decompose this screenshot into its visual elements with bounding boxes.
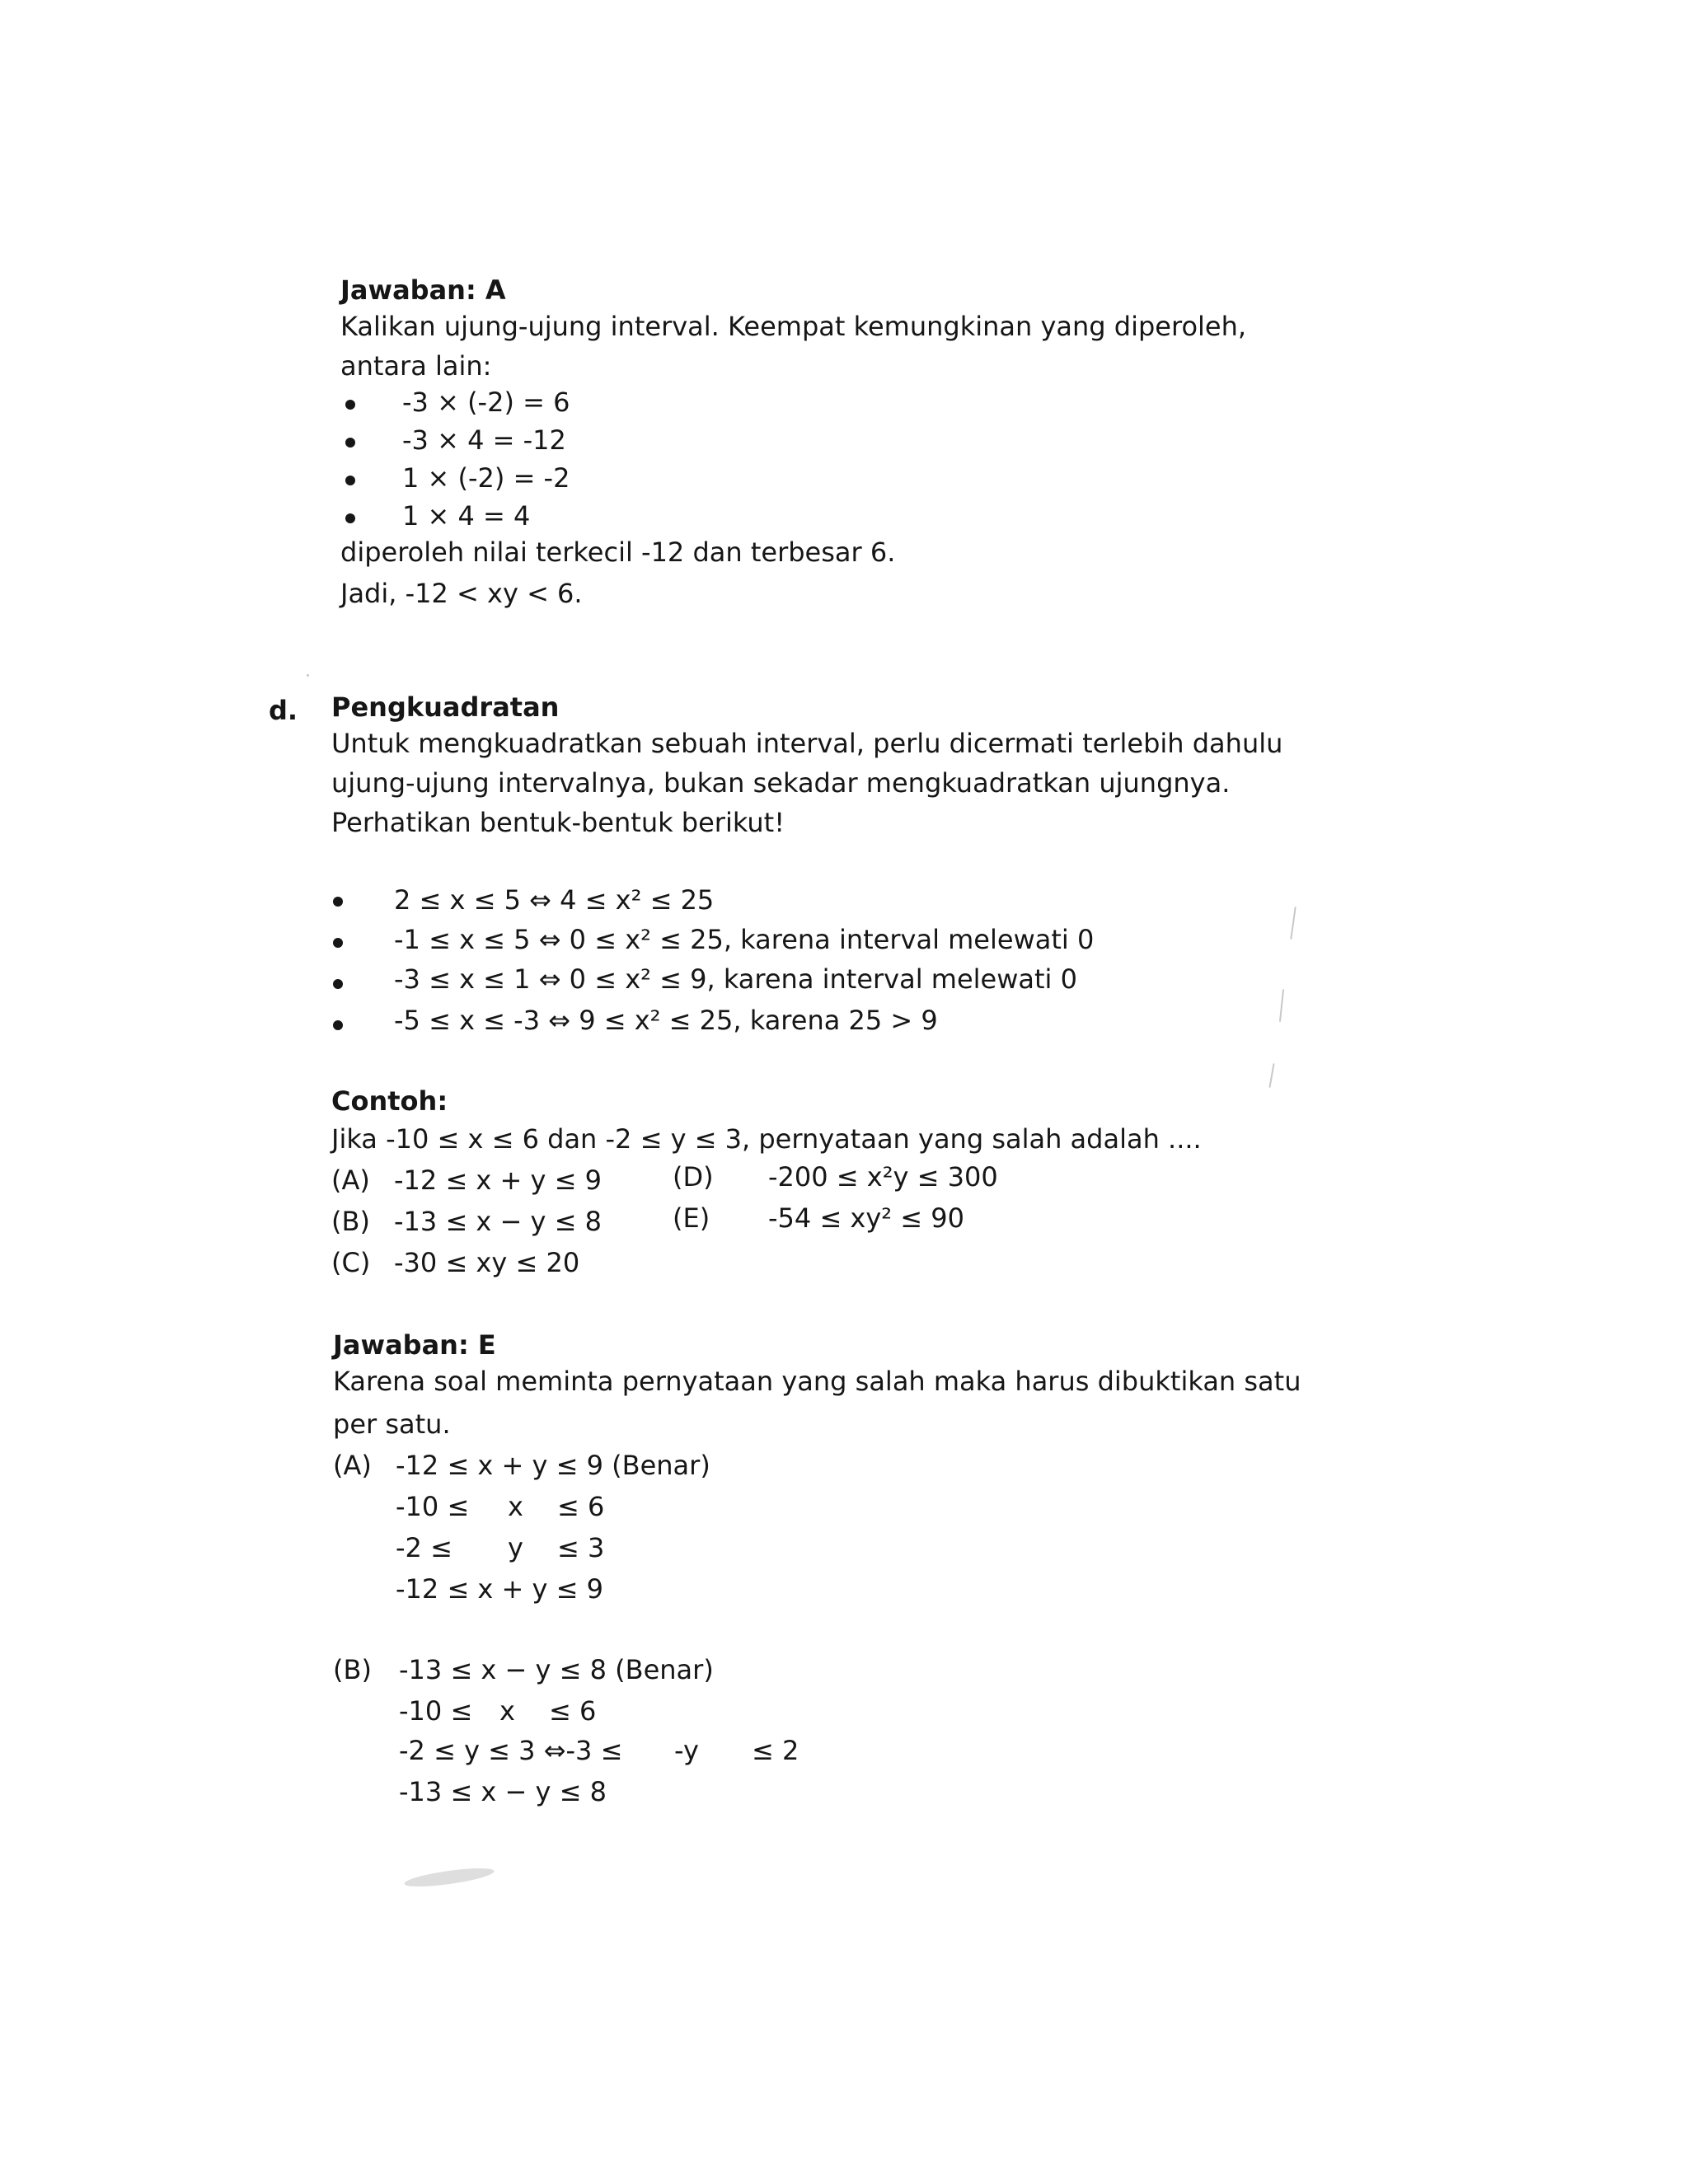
bullet-icon bbox=[333, 1020, 343, 1030]
section-para-line1: Untuk mengkuadratkan sebuah interval, perlu dicermati terlebih dahulu bbox=[331, 728, 1283, 759]
section-para-line3: Perhatikan bentuk-bentuk berikut! bbox=[331, 807, 785, 838]
scan-speck bbox=[1279, 989, 1284, 1022]
option-text-b: -13 ≤ x − y ≤ 8 bbox=[394, 1206, 602, 1237]
list-item: -1 ≤ x ≤ 5 ⇔ 0 ≤ x² ≤ 25, karena interval melewati 0 bbox=[394, 924, 1095, 955]
proof-label-b: (B) bbox=[333, 1654, 372, 1685]
proof-a-line2-left: -2 ≤ bbox=[396, 1532, 452, 1563]
example-heading: Contoh: bbox=[331, 1085, 448, 1117]
bullet-icon bbox=[345, 476, 355, 485]
bullet-icon bbox=[333, 897, 343, 907]
option-label-a: (A) bbox=[331, 1165, 370, 1196]
option-label-d: (D) bbox=[673, 1161, 714, 1193]
proof-statement-a: -12 ≤ x + y ≤ 9 (Benar) bbox=[396, 1450, 710, 1481]
list-item: -3 × 4 = -12 bbox=[402, 424, 566, 456]
proof-a-line2-right: ≤ 3 bbox=[557, 1532, 605, 1563]
answer-e-intro-line2: per satu. bbox=[333, 1408, 451, 1440]
answer-a-intro-line2: antara lain: bbox=[340, 350, 492, 382]
answer-heading-a: Jawaban: A bbox=[340, 274, 506, 306]
list-item: -3 ≤ x ≤ 1 ⇔ 0 ≤ x² ≤ 9, karena interval melewati 0 bbox=[394, 963, 1077, 995]
list-item: 1 × (-2) = -2 bbox=[402, 462, 570, 494]
proof-label-a: (A) bbox=[333, 1450, 372, 1481]
proof-a-line1-left: -10 ≤ bbox=[396, 1491, 470, 1522]
bullet-icon bbox=[345, 513, 355, 523]
proof-a-line3: -12 ≤ x + y ≤ 9 bbox=[396, 1573, 603, 1605]
answer-a-result-line2: Jadi, -12 < xy < 6. bbox=[340, 578, 583, 609]
proof-b-line3: -13 ≤ x − y ≤ 8 bbox=[399, 1776, 607, 1807]
answer-a-result-line1: diperoleh nilai terkecil -12 dan terbesar 6. bbox=[340, 537, 896, 568]
scan-speck bbox=[1268, 1063, 1274, 1088]
list-item: -5 ≤ x ≤ -3 ⇔ 9 ≤ x² ≤ 25, karena 25 > 9 bbox=[394, 1005, 938, 1036]
list-item: -3 × (-2) = 6 bbox=[402, 387, 570, 418]
proof-b-line2-right: ≤ 2 bbox=[752, 1735, 799, 1766]
option-text-c: -30 ≤ xy ≤ 20 bbox=[394, 1247, 580, 1278]
proof-a-line2-mid: y bbox=[508, 1532, 523, 1563]
section-para-line2: ujung-ujung intervalnya, bukan sekadar mengkuadratkan ujungnya. bbox=[331, 767, 1231, 799]
section-letter: d. bbox=[269, 695, 298, 726]
bullet-icon bbox=[345, 438, 355, 448]
list-item: 1 × 4 = 4 bbox=[402, 500, 531, 532]
proof-b-line2-left: -2 ≤ y ≤ 3 ⇔-3 ≤ bbox=[399, 1735, 623, 1766]
proof-b-line1-left: -10 ≤ bbox=[399, 1695, 473, 1727]
bullet-icon bbox=[333, 979, 343, 989]
bullet-icon bbox=[333, 938, 343, 948]
proof-statement-b: -13 ≤ x − y ≤ 8 (Benar) bbox=[399, 1654, 714, 1685]
scan-speck bbox=[403, 1864, 495, 1890]
proof-b-line1-mid: x bbox=[499, 1695, 515, 1727]
proof-b-line2-mid: -y bbox=[674, 1735, 699, 1766]
section-title: Pengkuadratan bbox=[331, 691, 560, 723]
scan-speck bbox=[307, 674, 309, 677]
option-label-c: (C) bbox=[331, 1247, 371, 1278]
scan-speck bbox=[1290, 907, 1296, 940]
proof-b-line1-right: ≤ 6 bbox=[549, 1695, 597, 1727]
option-text-a: -12 ≤ x + y ≤ 9 bbox=[394, 1165, 602, 1196]
list-item: 2 ≤ x ≤ 5 ⇔ 4 ≤ x² ≤ 25 bbox=[394, 884, 715, 916]
example-question: Jika -10 ≤ x ≤ 6 dan -2 ≤ y ≤ 3, pernyataan yang salah adalah .... bbox=[331, 1123, 1202, 1155]
proof-a-line1-right: ≤ 6 bbox=[557, 1491, 605, 1522]
option-label-b: (B) bbox=[331, 1206, 370, 1237]
option-label-e: (E) bbox=[673, 1202, 710, 1234]
option-text-e: -54 ≤ xy² ≤ 90 bbox=[768, 1202, 964, 1234]
option-text-d: -200 ≤ x²y ≤ 300 bbox=[768, 1161, 998, 1193]
answer-heading-e: Jawaban: E bbox=[333, 1329, 496, 1361]
bullet-icon bbox=[345, 400, 355, 410]
answer-a-intro-line1: Kalikan ujung-ujung interval. Keempat kemungkinan yang diperoleh, bbox=[340, 311, 1247, 342]
proof-a-line1-mid: x bbox=[508, 1491, 523, 1522]
answer-e-intro-line1: Karena soal meminta pernyataan yang salah maka harus dibuktikan satu bbox=[333, 1366, 1301, 1397]
